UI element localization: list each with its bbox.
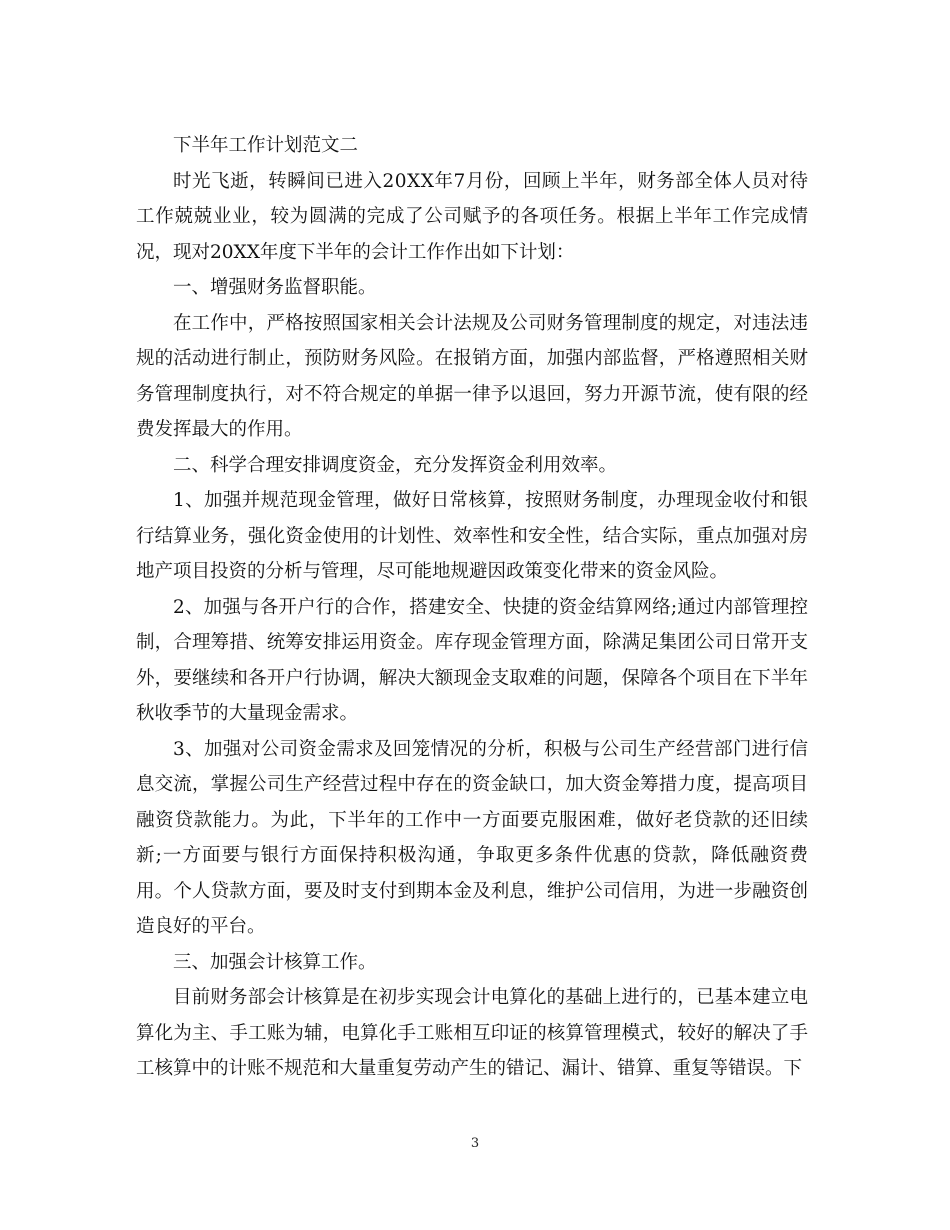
paragraph-line: 工核算中的计账不规范和大量重复劳动产生的错记、漏计、错算、重复等错误。下 bbox=[136, 1058, 803, 1079]
paragraph-line: 况，现对20XX年度下半年的会计工作作出如下计划： bbox=[136, 241, 575, 263]
paragraph-line: 用。个人贷款方面，要及时支付到期本金及利息，维护公司信用，为进一步融资创 bbox=[136, 880, 809, 902]
paragraph-line: 新;一方面要与银行方面保持积极沟通，争取更多条件优惠的贷款，降低融资费 bbox=[136, 845, 810, 866]
paragraph-line: 工作兢兢业业，较为圆满的完成了公司赋予的各项任务。根据上半年工作完成情 bbox=[136, 206, 809, 227]
paragraph-line: 费发挥最大的作用。 bbox=[136, 419, 303, 440]
paragraph bbox=[136, 980, 808, 1087]
paragraph-line: 3、加强对公司资金需求及回笼情况的分析，积极与公司生产经营部门进行信 bbox=[173, 738, 809, 760]
paragraph-line: 制，合理筹措、统筹安排运用资金。库存现金管理方面，除满足集团公司日常开支 bbox=[136, 632, 809, 653]
paragraph-line: 算化为主、手工账为辅，电算化手工账相互印证的核算管理模式，较好的解决了手 bbox=[136, 1022, 809, 1044]
paragraph bbox=[136, 590, 808, 732]
section-heading: 一、增强财务监督职能。 bbox=[173, 277, 377, 298]
paragraph-line: 外，要继续和各开户行协调，解决大额现金支取难的问题，保障各个项目在下半年 bbox=[136, 667, 809, 689]
paragraph-line: 1、加强并规范现金管理，做好日常核算，按照财务制度，办理现金收付和银 bbox=[173, 490, 809, 511]
paragraph bbox=[136, 164, 808, 271]
paragraph bbox=[136, 306, 808, 448]
page-number: 3 bbox=[470, 1136, 480, 1151]
paragraph-line: 在工作中，严格按照国家相关会计法规及公司财务管理制度的规定，对违法违 bbox=[173, 312, 809, 334]
paragraph-line: 地产项目投资的分析与管理，尽可能地规避因政策变化带来的资金风险。 bbox=[136, 561, 729, 582]
paragraph-line: 融资贷款能力。为此，下半年的工作中一方面要克服困难，做好老贷款的还旧续 bbox=[136, 809, 809, 831]
paragraph-line: 行结算业务，强化资金使用的计划性、效率性和安全性，结合实际，重点加强对房 bbox=[136, 525, 809, 547]
paragraph-line: 造良好的平台。 bbox=[136, 916, 266, 937]
section-heading: 三、加强会计核算工作。 bbox=[173, 951, 377, 973]
paragraph-line: 务管理制度执行，对不符合规定的单据一律予以退回，努力开源节流，使有限的经 bbox=[136, 383, 809, 405]
document-body bbox=[136, 128, 808, 1087]
paragraph-line: 息交流，掌握公司生产经营过程中存在的资金缺口，加大资金筹措力度，提高项目 bbox=[136, 774, 809, 795]
section-heading: 二、科学合理安排调度资金，充分发挥资金利用效率。 bbox=[173, 454, 618, 476]
paragraph bbox=[136, 483, 808, 590]
document-title: 下半年工作计划范文二 bbox=[173, 135, 359, 156]
paragraph-line: 规的活动进行制止，预防财务风险。在报销方面，加强内部监督，严格遵照相关财 bbox=[136, 348, 809, 369]
paragraph-line: 目前财务部会计核算是在初步实现会计电算化的基础上进行的，已基本建立电 bbox=[173, 987, 809, 1008]
paragraph-line: 2、加强与各开户行的合作，搭建安全、快捷的资金结算网络;通过内部管理控 bbox=[173, 596, 809, 618]
paragraph-line: 秋收季节的大量现金需求。 bbox=[136, 703, 359, 724]
paragraph-line: 时光飞逝，转瞬间已进入20XX年7月份，回顾上半年，财务部全体人员对待 bbox=[173, 170, 809, 192]
paragraph bbox=[136, 732, 808, 945]
